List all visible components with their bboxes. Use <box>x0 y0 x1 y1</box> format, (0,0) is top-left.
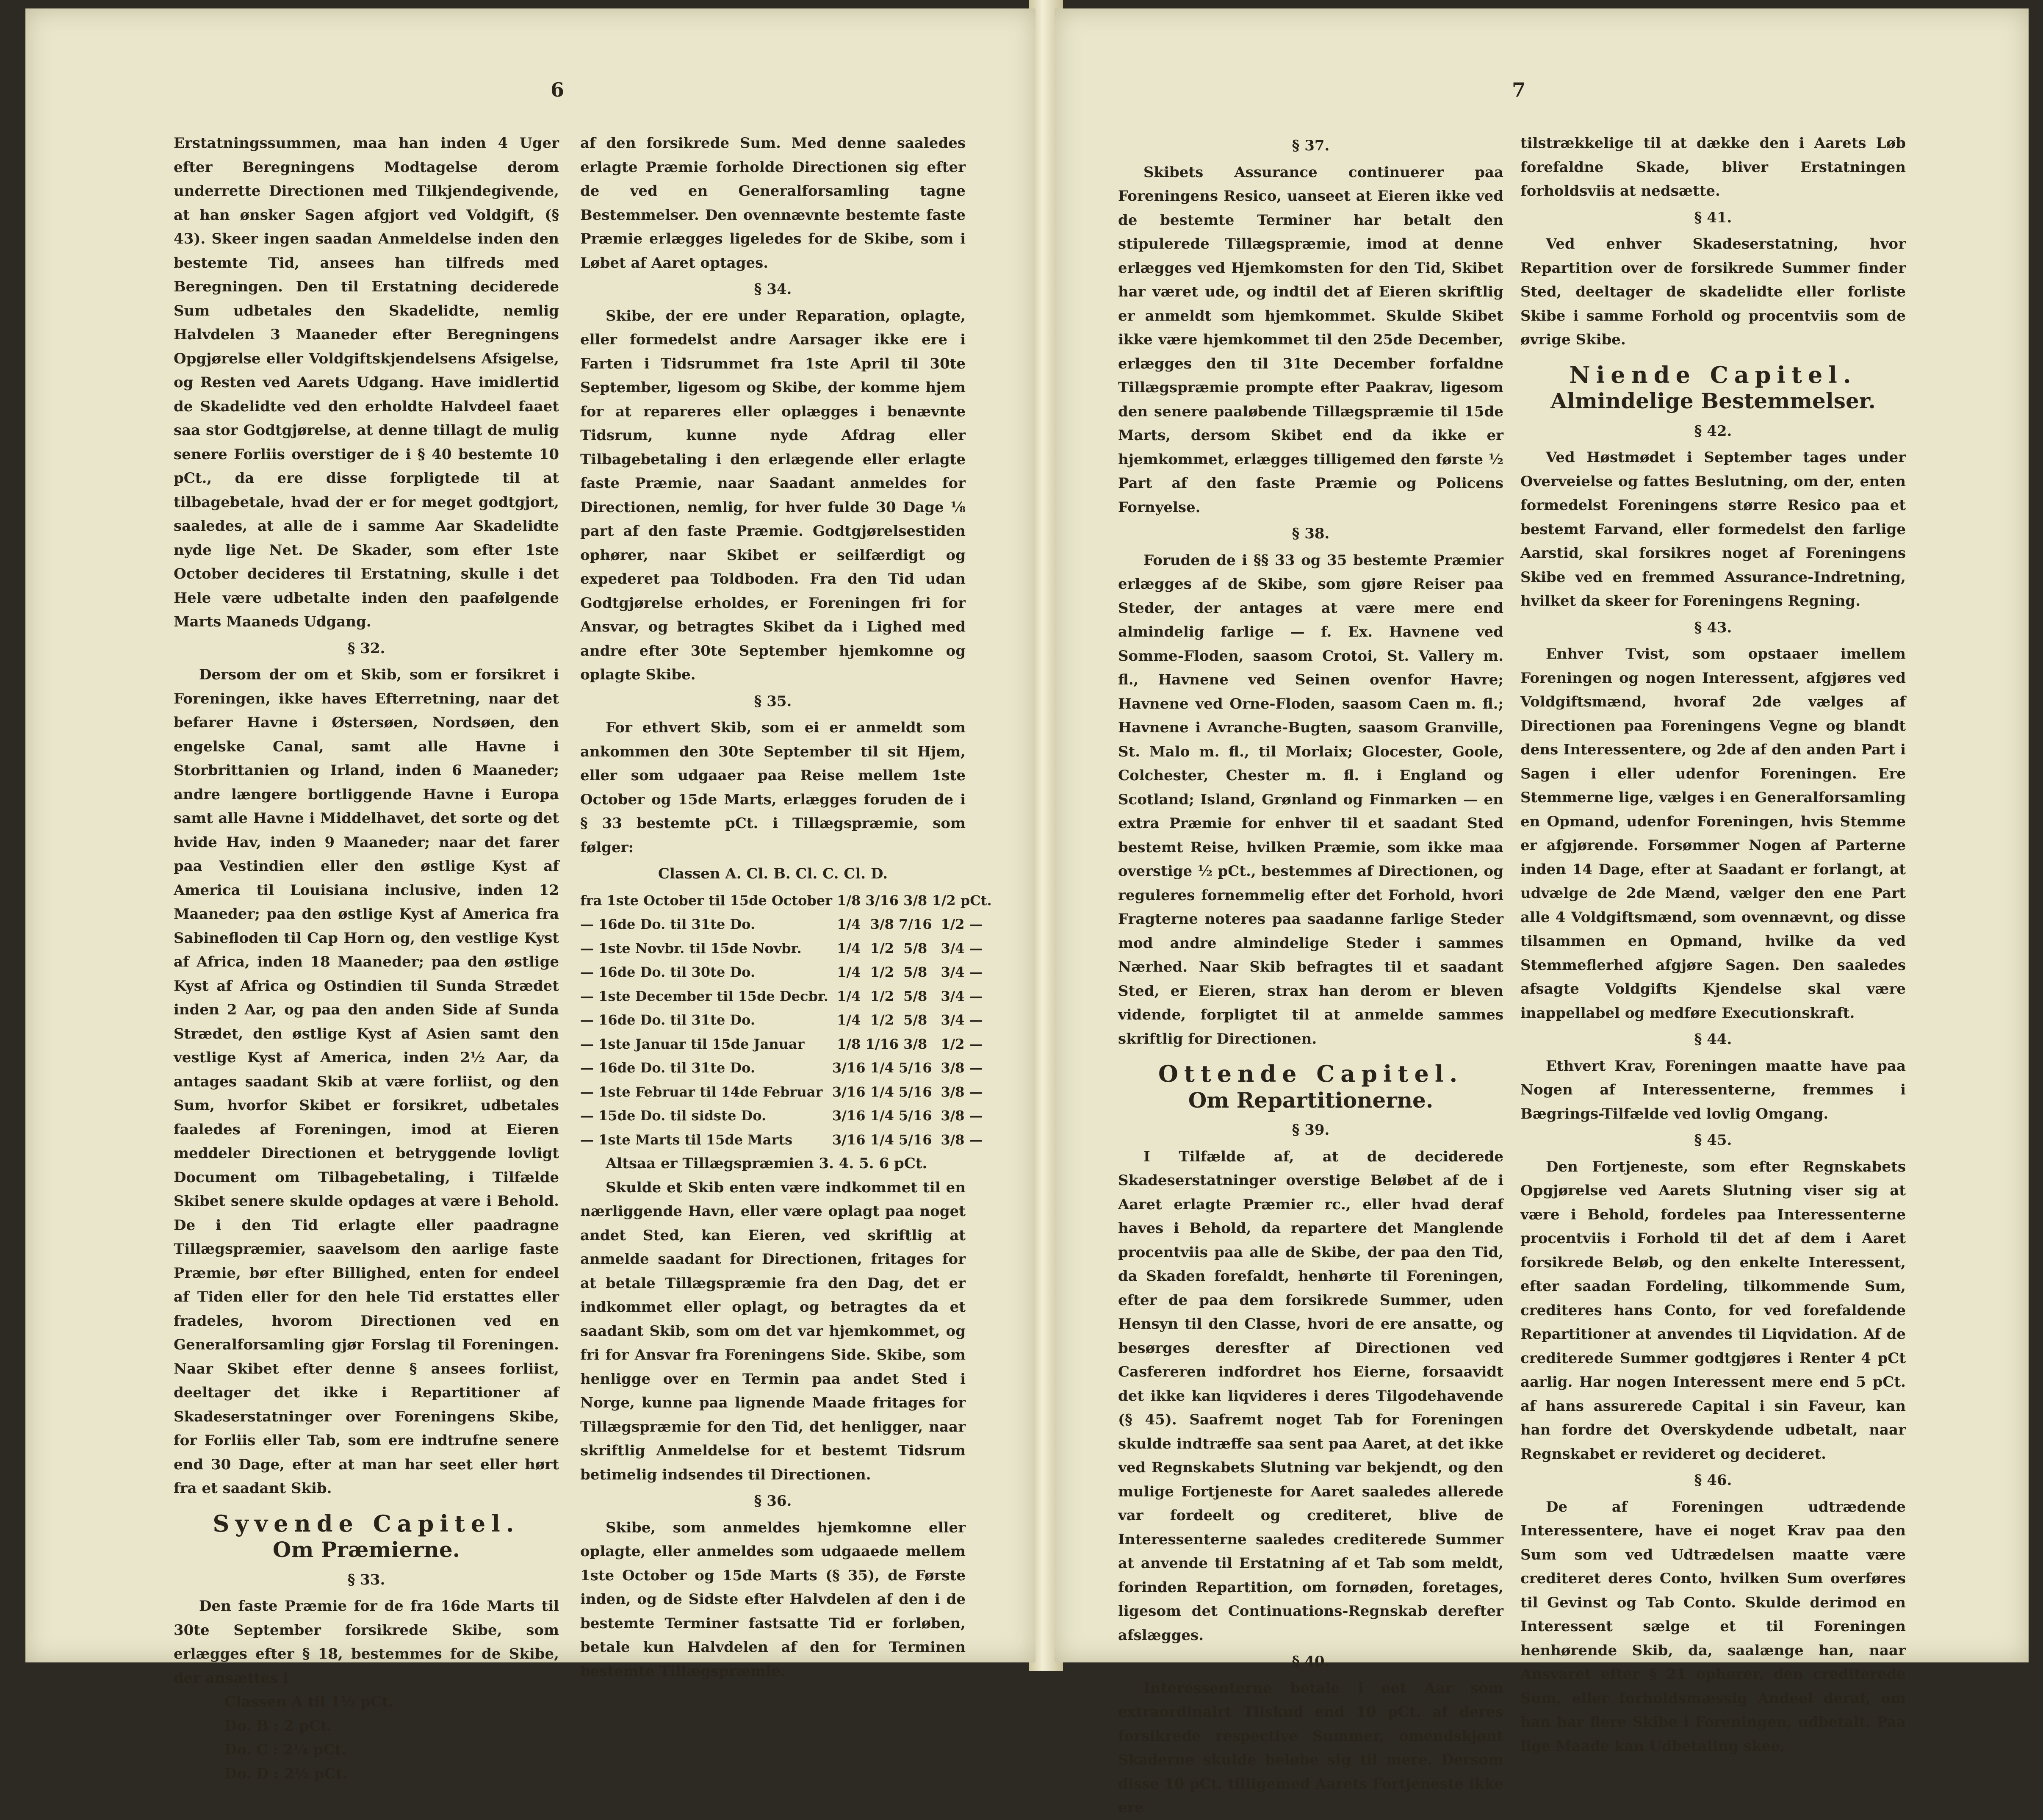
page-number: 7 <box>1512 78 1526 101</box>
rates-value-cell: 1/4 <box>837 964 861 980</box>
rates-value-cell: 3/8 — <box>941 1060 983 1076</box>
paragraph: tilstrækkelige til at dække den i Aarets Løb forefaldne Skade, bliver Erstatningen forholdsviis at nedsætte. <box>1520 135 1906 199</box>
rates-value-cell: 1/4 <box>870 1108 894 1124</box>
rates-value-cell: 1/8 <box>837 1036 861 1052</box>
rates-period-cell: fra 1ste October til 15de October <box>580 892 832 909</box>
chapter-title: Ottende Capitel. <box>1158 1060 1464 1087</box>
paragraph: af den forsikrede Sum. Med denne saaledes erlagte Præmie forholde Directionen sig efter de ved en Generalforsamling tagne Bestemmelser. Den ovennævnte bestemte faste Præmie erlægges ligeledes for de Skibe, som i Løbet af Aaret optages. <box>580 135 966 271</box>
rates-value-cell: 5/16 <box>898 1108 932 1124</box>
rates-value-cell: 3/4 — <box>941 1012 983 1028</box>
section-heading: § 34. <box>754 281 792 298</box>
rates-value-cell: 5/8 <box>903 964 927 980</box>
paragraph: Ved Høstmødet i September tages under Overveielse og fattes Beslutning, om der, enten formedelst Foreningens større Resico paa et bestemt Farvand, eller formedelst den farlige Aarstid, skal forsikres noget af Foreningens Skibe ved en fremmed Assurance-Indretning, hvilket da skeer for Foreningens Regning. <box>1520 449 1906 609</box>
paragraph: Ved enhver Skadeserstatning, hvor Repartition over de forsikrede Summer finder Sted, deeltager de skadelidte eller forliste Skibe i samme Forhold og procentviis som de øvrige Skibe. <box>1520 235 1906 348</box>
rates-value-cell: 5/8 <box>903 1012 927 1028</box>
rates-row <box>580 889 992 913</box>
section-heading: § 39. <box>1292 1122 1330 1139</box>
chapter-subtitle: Almindelige Bestemmelser. <box>1550 388 1876 413</box>
section-heading: § 46. <box>1694 1472 1732 1489</box>
rates-value-cell: 1/4 <box>837 988 861 1004</box>
rates-period-cell: — 15de Do. til sidste Do. <box>580 1108 767 1124</box>
rates-value-cell: 3/4 — <box>941 964 983 980</box>
rates-value-cell: 1/2 — <box>941 916 983 932</box>
chapter-subtitle: Om Præmierne. <box>272 1537 460 1562</box>
rates-value-cell: 1/4 <box>870 1131 894 1148</box>
rates-value-cell: 1/4 <box>837 916 861 932</box>
rates-value-cell: 5/8 <box>903 940 927 956</box>
rates-value-cell: 3/8 — <box>941 1131 983 1148</box>
chapter-title: Niende Capitel. <box>1569 361 1857 388</box>
section-heading: § 42. <box>1694 422 1732 440</box>
rates-value-cell: 3/8 <box>870 916 894 932</box>
rates-value-cell: 3/16 <box>832 1131 866 1148</box>
chapter-title: Syvende Capitel. <box>213 1510 520 1537</box>
paragraph: Skulde et Skib enten være indkommet til en nærliggende Havn, eller være oplagt paa noget andet Sted, kan Eieren, ved skriftlig at anmelde saadant for Directionen, fritages for at betale Tillægspræmie fra den Dag, det er indkommet eller oplagt, og betragtes da et saadant Skib, som om det var hjemkommet, og fri for Ansvar fra Foreningens Side. Skibe, som henligge over en Termin paa andet Sted i Norge, kunne paa lignende Maade fritages for Tillægspræmie for den Tid, det henligger, naar skriftlig Anmeldelse for et bestemt Tidsrum betimelig indsendes til Directionen. <box>580 1179 966 1483</box>
rates-value-cell: 5/16 <box>898 1083 932 1100</box>
rates-row <box>580 1032 992 1056</box>
paragraph: De af Foreningen udtrædende Interessentere, have ei noget Krav paa den Sum som ved Udtrædelsen maatte være crediteret deres Conto, hvilken Sum overføres til Gevinst og Tab Conto. Skulde derimod en Interessent sælge et til Foreningen henhørende Skib, da, saalænge han, naar Ansvaret efter § 21 ophører, den crediterede Sum, eller forholdsmæssig Andeel deraf, om han har flere Skibe i Foreningen, udbetalt. Paa lige Maade kan Udbetaling skee, <box>1520 1498 1906 1755</box>
rates-period-cell: — 16de Do. til 31te Do. <box>580 1060 756 1076</box>
rates-value-cell: 1/2 pCt. <box>932 892 992 909</box>
rates-period-cell: — 16de Do. til 30te Do. <box>580 964 756 980</box>
rates-row <box>580 960 992 984</box>
paragraph: Skibe, som anmeldes hjemkomne eller oplagte, eller anmeldes som udgaaede mellem 1ste October og 15de Marts (§ 35), de Første inden, og de Sidste efter Halvdelen af den i de bestemte Terminer fastsatte Tid er forløben, betale kun Halvdelen af den for Terminen bestemte Tillægspræmie. <box>580 1519 966 1680</box>
rates-value-cell: 1/2 <box>870 988 894 1004</box>
rates-value-cell: 1/2 — <box>941 1036 983 1052</box>
section-heading: § 35. <box>754 693 792 710</box>
chapter-subtitle: Om Repartitionerne. <box>1188 1087 1434 1113</box>
left-column-2 <box>580 131 992 1683</box>
right-column-1 <box>1118 131 1503 1820</box>
section-heading: § 38. <box>1292 525 1330 542</box>
rates-period-cell: — 1ste Januar til 15de Januar <box>580 1036 805 1052</box>
page-number: 6 <box>551 78 565 101</box>
rates-value-cell: 1/2 <box>870 964 894 980</box>
rates-table-header: Classen A. Cl. B. Cl. C. Cl. D. <box>658 865 888 882</box>
section-heading: § 45. <box>1694 1132 1732 1149</box>
rates-period-cell: — 16de Do. til 31te Do. <box>580 1012 756 1028</box>
class-rate-line: Classen A til 1½ pCt. <box>224 1693 394 1710</box>
class-rate-line: Do. C : 2¼ pCt. <box>224 1741 346 1758</box>
rates-value-cell: 5/8 <box>903 988 927 1004</box>
rates-row <box>580 912 992 936</box>
right-column-2 <box>1520 131 1906 1758</box>
rates-row <box>580 1056 992 1080</box>
section-heading: § 32. <box>347 640 385 657</box>
paragraph: Ethvert Krav, Foreningen maatte have paa Nogen af Interessenterne, fremmes i Bægrings-Tilfælde ved lovlig Omgang. <box>1520 1057 1906 1122</box>
rates-value-cell: 3/16 <box>865 892 899 909</box>
rates-row <box>580 1104 992 1128</box>
rates-value-cell: 3/16 <box>832 1060 866 1076</box>
section-heading: § 44. <box>1694 1031 1732 1048</box>
paragraph: Den faste Præmie for de fra 16de Marts til 30te September forsikrede Skibe, som erlægges efter § 18, bestemmes for de Skibe, der ansættes i <box>174 1598 559 1687</box>
rates-value-cell: 3/8 — <box>941 1083 983 1100</box>
rates-value-cell: 3/16 <box>832 1108 866 1124</box>
rates-value-cell: 3/4 — <box>941 940 983 956</box>
paragraph: Den Fortjeneste, som efter Regnskabets Opgjørelse ved Aarets Slutning viser sig at være i Behold, fordeles paa Interessenterne procentviis i Forhold til det af dem i Aaret forsikrede Beløb, og den enkelte Interessent, efter saadan Fordeling, tilkommende Sum, crediteres hans Conto, for ved forefaldende Repartitioner at anvendes til Liqvidation. Af de crediterede Summer godtgjøres i Renter 4 pCt aarlig. Har nogen Interessent mere end 5 pCt. af hans assurerede Capital i sin Faveur, kan han fordre det Overskydende udbetalt, naar Regnskabet er revideret og decideret. <box>1520 1158 1906 1463</box>
rates-value-cell: 1/4 <box>837 1012 861 1028</box>
rates-value-cell: 1/16 <box>865 1036 899 1052</box>
rates-value-cell: 1/2 <box>870 940 894 956</box>
rates-value-cell: 5/16 <box>898 1060 932 1076</box>
class-rate-line: Do. B : 2 pCt. <box>224 1717 332 1734</box>
rates-value-cell: 3/4 — <box>941 988 983 1004</box>
section-heading: § 37. <box>1292 137 1330 154</box>
paragraph: Dersom der om et Skib, som er forsikret i Foreningen, ikke haves Efterretning, naar det befarer Havne i Østersøen, Nordsøen, den engelske Canal, samt alle Havne i Storbrittanien og Irland, inden 6 Maaneder; andre længere bortliggende Havne i Europa samt alle Havne i Middelhavet, det sorte og det hvide Hav, inden 9 Maaneder; naar det farer paa Vestindien eller den østlige Kyst af America til Louisiana inclusive, inden 12 Maaneder; paa den østlige Kyst af America fra Sabinefloden til Cap Horn og, den vestlige Kyst af Africa, inden 18 Maaneder; paa den østlige Kyst af Africa og Ostindien til Sunda Strædet inden 2 Aar, og paa den anden Side af Sunda Strædet, den østlige Kyst af Asien samt den vestlige Kyst af America, inden 2½ Aar, da antages saadant Skib at være forliist, og den Sum, hvorfor Skibet er forsikret, udbetales faaledes af Foreningen, imod at Eieren meddeler Directionen et betryggende lovligt Document om Tilbagebetaling, i Tilfælde Skibet senere skulde opdages at være i Behold. De i den Tid erlagte eller paadragne Tillægspræmier, saavelsom den aarlige faste Præmie, bør efter Billighed, enten for endeel af Tiden eller for den hele Tid erstattes eller fradeles, hvorom Directionen ved en Generalforsamling gjør Forslag til Foreningen. Naar Skibet efter denne § ansees forliist, deeltager det ikke i Repartitioner af Skadeserstatninger over Foreningens Skibe, for Forliis eller Tab, som ere indtrufne senere end 30 Dage, efter at man har seet eller hørt fra et saadant Skib. <box>174 666 559 1497</box>
left-page <box>25 8 1035 1782</box>
paragraph: Foruden de i §§ 33 og 35 bestemte Præmier erlægges af de Skibe, som gjøre Reiser paa Steder, der antages at være mere end almindelig farlige — f. Ex. Havnene ved Somme-Floden, saasom Crotoi, St. Vallery m. fl., Havnene ved Seinen ovenfor Havre; Havnene ved Orne-Floden, saasom Caen m. fl.; Havnene i Avranche-Bugten, saasom Granville, St. Malo m. fl., til Morlaix; Glocester, Goole, Colchester, Chester m. fl. i England og Scotland; Island, Grønland og Finmarken — en extra Præmie for enhver til et saadant Sted bestemt Reise, hvilken Præmie, som ikke maa overstige ½ pCt., bestemmes af Directionen, og reguleres fornemmelig efter det Forhold, hvori Fragterne noteres paa saadanne farlige Steder mod andre almindelige Steder i sammes Nærhed. Naar Skib befragtes til et saadant Sted, er Eieren, strax han derom er bleven vidende, forpligtet til at anmelde sammes skriftlig for Directionen. <box>1118 551 1503 1047</box>
rates-table <box>580 889 992 1152</box>
right-page <box>1055 8 2029 1816</box>
left-column-1 <box>174 131 559 1786</box>
rates-period-cell: — 1ste Februar til 14de Februar <box>580 1083 823 1100</box>
rates-period-cell: — 1ste Novbr. til 15de Novbr. <box>580 940 802 956</box>
paragraph: Enhver Tvist, som opstaaer imellem Foreningen og nogen Interessent, afgjøres ved Voldgiftsmænd, hvoraf 2de vælges af Directionen paa Foreningens Vegne og blandt dens Interessentere, og 2de af den anden Part i Sagen i eller udenfor Foreningen. Ere Stemmerne lige, vælges i en Generalforsamling en Opmand, udenfor Foreningen, hvis Stemme er afgjørende. Forsømmer Nogen af Parterne inden 14 Dage, efter at Saadant er forlangt, at udvælge de 2de Mænd, vælger den ene Part alle 4 Voldgiftsmænd, som ovennævnt, og disse tilsammen en Opmand, hvilke da ved Stemmeflerhed afgjøre Sagen. Den saaledes afsagte Voldgifts Kjendelse skal være inappellabel og medføre Executionskraft. <box>1520 645 1906 1022</box>
rates-total-line: Altsaa er Tillægspræmien 3. 4. 5. 6 pCt. <box>606 1155 927 1172</box>
paragraph: I Tilfælde af, at de deciderede Skadeserstatninger overstige Beløbet af de i Aaret erlagte Præmier rc., eller hvad deraf haves i Behold, da repartere det Manglende procentviis paa alle de Skibe, der paa den Tid, da Skaden forefaldt, henhørte til Foreningen, efter de paa dem forsikrede Summer, uden Hensyn til den Classe, hvori de ere ansatte, og besørges deresfter af Directionen ved Casfereren indfordret hos Eierne, forsaavidt det ikke kan liqvideres i deres Tilgodehavende (§ 45). Saafremt noget Tab for Foreningen skulde indtræffe saa sent paa Aaret, at det ikke ved Regnskabets Slutning var bekjendt, og den mulige Fortjeneste for Aaret saaledes allerede var fordeelt og crediteret, blive de Interessenterne saaledes crediterede Summer at anvende til Erstatning af et Tab som meldt, forinden Repartition, om fornøden, foretages, ligesom det Continuations-Regnskab derefter afslægges. <box>1118 1148 1503 1644</box>
rates-row <box>580 1008 992 1032</box>
rates-value-cell: 1/4 <box>870 1083 894 1100</box>
rates-value-cell: 1/8 <box>837 892 861 909</box>
paragraph: Skibets Assurance continuerer paa Foreningens Resico, uanseet at Eieren ikke ved de bestemte Terminer har betalt den stipulerede Tillægspræmie, imod at denne erlægges ved Hjemkomsten for den Tid, Skibet har været ude, og indtil det af Eieren skriftlig er anmeldt som hjemkommet. Skulde Skibet ikke være hjemkommet til den 25de December, erlægges den til 31te December forfaldne Tillægspræmie prompte efter Paakrav, ligesom den senere paaløbende Tillægspræmie til 15de Marts, dersom Skibet end da ikke er hjemkommet, erlægges tilligemed den første ½ Part af den faste Præmie og Policens Fornyelse. <box>1118 163 1503 516</box>
rates-value-cell: 1/2 <box>870 1012 894 1028</box>
rates-row <box>580 984 992 1008</box>
rates-row <box>580 1128 992 1152</box>
section-heading: § 36. <box>754 1493 792 1510</box>
section-heading: § 40. <box>1292 1653 1330 1670</box>
rates-value-cell: 3/8 — <box>941 1108 983 1124</box>
paragraph: Erstatningssummen, maa han inden 4 Uger efter Beregningens Modtagelse derom underrette Directionen med Tilkjendegivende, at han ønsker Sagen afgjort ved Voldgift, (§ 43). Skeer ingen saadan Anmeldelse inden den bestemte Tid, ansees han tilfreds med Beregningen. Den til Erstatning deciderede Sum udbetales den Skadelidte, nemlig Halvdelen 3 Maaneder efter Beregningens Opgjørelse eller Voldgiftskjendelsens Afsigelse, og Resten ved Aarets Udgang. Have imidlertid de Skadelidte ved den erholdte Halvdeel faaet saa stor Godtgjørelse, at denne tillagt de mulig senere Forliis overstiger de i § 40 bestemte 10 pCt., da ere disse forpligtede til at tilbagebetale, hvad der er for meget godtgjort, saaledes, at alle de i samme Aar Skadelidte nyde lige Net. De Skader, som efter 1ste October decideres til Erstatning, skulle i det Hele være udbetalte inden den paafølgende Marts Maaneds Udgang. <box>174 135 559 630</box>
rates-row <box>580 936 992 961</box>
paragraph: Skibe, der ere under Reparation, oplagte, eller formedelst andre Aarsager ikke ere i Farten i Tidsrummet fra 1ste April til 30te September, ligesom og Skibe, der komme hjem for at repareres eller oplægges i benævnte Tidsrum, kunne nyde Afdrag eller Tilbagebetaling i den erlægende eller erlagte faste Præmie, naar Saadant anmeldes for Directionen, nemlig, for hver fulde 30 Dage ⅛ part af den faste Præmie. Godtgjørelsestiden ophører, naar Skibet er seilfærdigt og expederet paa Toldboden. Fra den Tid udan Godtgjørelse erholdes, er Foreningen fri for Ansvar, og betragtes Skibet da i Lighed med andre efter 30te September hjemkomne og oplagte Skibe. <box>580 307 966 683</box>
rates-value-cell: 1/4 <box>870 1060 894 1076</box>
rates-value-cell: 7/16 <box>898 916 932 932</box>
rates-value-cell: 3/8 <box>903 1036 927 1052</box>
paragraph: For ethvert Skib, som ei er anmeldt som ankommen den 30te September til sit Hjem, eller som udgaaer paa Reise mellem 1ste October og 15de Marts, erlægges foruden de i § 33 bestemte pCt. i Tillægspræmie, som følger: <box>580 719 966 856</box>
class-rate-line: Do. D : 2½ pCt. <box>224 1765 348 1782</box>
rates-period-cell: — 1ste Marts til 15de Marts <box>580 1131 793 1148</box>
rates-row <box>580 1080 992 1104</box>
rates-value-cell: 3/8 <box>903 892 927 909</box>
paragraph: Interessenterne betale i eet Aar som extraordinairt Tilskud end 10 pCt. af deres forsikrede respective Summer, omendskjønt Skaderne skulde beløbe sig til mere. Dersom disse 10 pCt. tilligemed Aarets Fortjeneste ikke ere <box>1118 1679 1503 1816</box>
rates-value-cell: 1/4 <box>837 940 861 956</box>
rates-value-cell: 3/16 <box>832 1083 866 1100</box>
section-heading: § 33. <box>347 1571 385 1588</box>
rates-period-cell: — 16de Do. til 31te Do. <box>580 916 756 932</box>
section-heading: § 43. <box>1694 619 1732 636</box>
rates-value-cell: 5/16 <box>898 1131 932 1148</box>
section-heading: § 41. <box>1694 209 1732 226</box>
rates-period-cell: — 1ste December til 15de Decbr. <box>580 988 828 1004</box>
